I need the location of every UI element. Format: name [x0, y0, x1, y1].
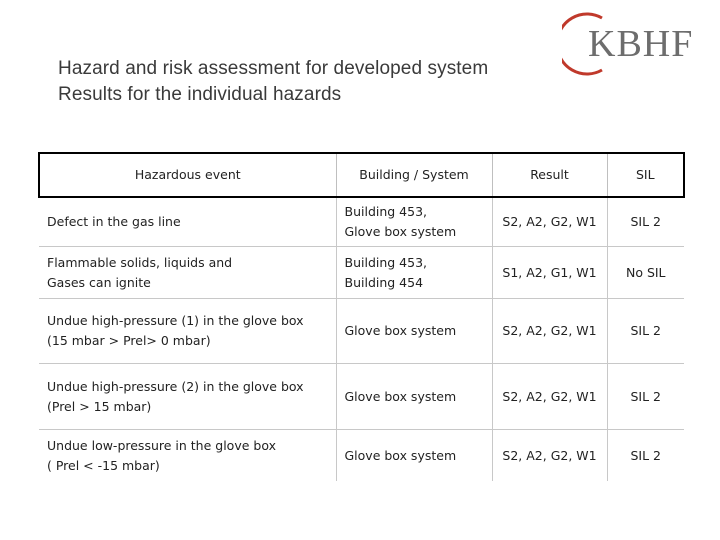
cell-hazardous-event: Undue high-pressure (2) in the glove box (Prel > 15 mbar) [39, 364, 336, 430]
cell-hazardous-event: Undue high-pressure (1) in the glove box (15 mbar > Prel> 0 mbar) [39, 299, 336, 364]
table-row [39, 247, 684, 299]
slide-title [58, 56, 558, 108]
cell-building-system: Building 453, Building 454 [336, 247, 492, 299]
cell-hazardous-event: Undue low-pressure in the glove box ( Prel < -15 mbar) [39, 430, 336, 482]
cell-building-system: Building 453, Glove box system [336, 197, 492, 247]
cell-result: S2, A2, G2, W1 [492, 364, 607, 430]
cell-sil: No SIL [607, 247, 684, 299]
logo-text: KBHF [588, 23, 694, 65]
cell-building-system: Glove box system [336, 430, 492, 482]
table-row [39, 299, 684, 364]
table-row [39, 364, 684, 430]
title-line-1: Hazard and risk assessment for developed system [58, 58, 489, 79]
header-sil: SIL [607, 153, 684, 197]
header-building-system: Building / System [336, 153, 492, 197]
hazard-table [38, 152, 685, 481]
cell-sil: SIL 2 [607, 197, 684, 247]
cell-building-system: Glove box system [336, 299, 492, 364]
cell-result: S2, A2, G2, W1 [492, 299, 607, 364]
table-header-row [39, 153, 684, 197]
cell-result: S1, A2, G1, W1 [492, 247, 607, 299]
cell-sil: SIL 2 [607, 430, 684, 482]
table-row [39, 430, 684, 482]
cell-result: S2, A2, G2, W1 [492, 197, 607, 247]
cell-result: S2, A2, G2, W1 [492, 430, 607, 482]
kbhf-logo [562, 12, 712, 76]
cell-building-system: Glove box system [336, 364, 492, 430]
cell-hazardous-event: Flammable solids, liquids and Gases can ignite [39, 247, 336, 299]
cell-hazardous-event: Defect in the gas line [47, 214, 181, 229]
table-row [39, 197, 684, 247]
header-result: Result [492, 153, 607, 197]
title-line-2: Results for the individual hazards [58, 84, 342, 105]
cell-sil: SIL 2 [607, 364, 684, 430]
header-hazardous-event: Hazardous event [39, 153, 336, 197]
cell-sil: SIL 2 [607, 299, 684, 364]
hazard-table-container [38, 152, 683, 481]
